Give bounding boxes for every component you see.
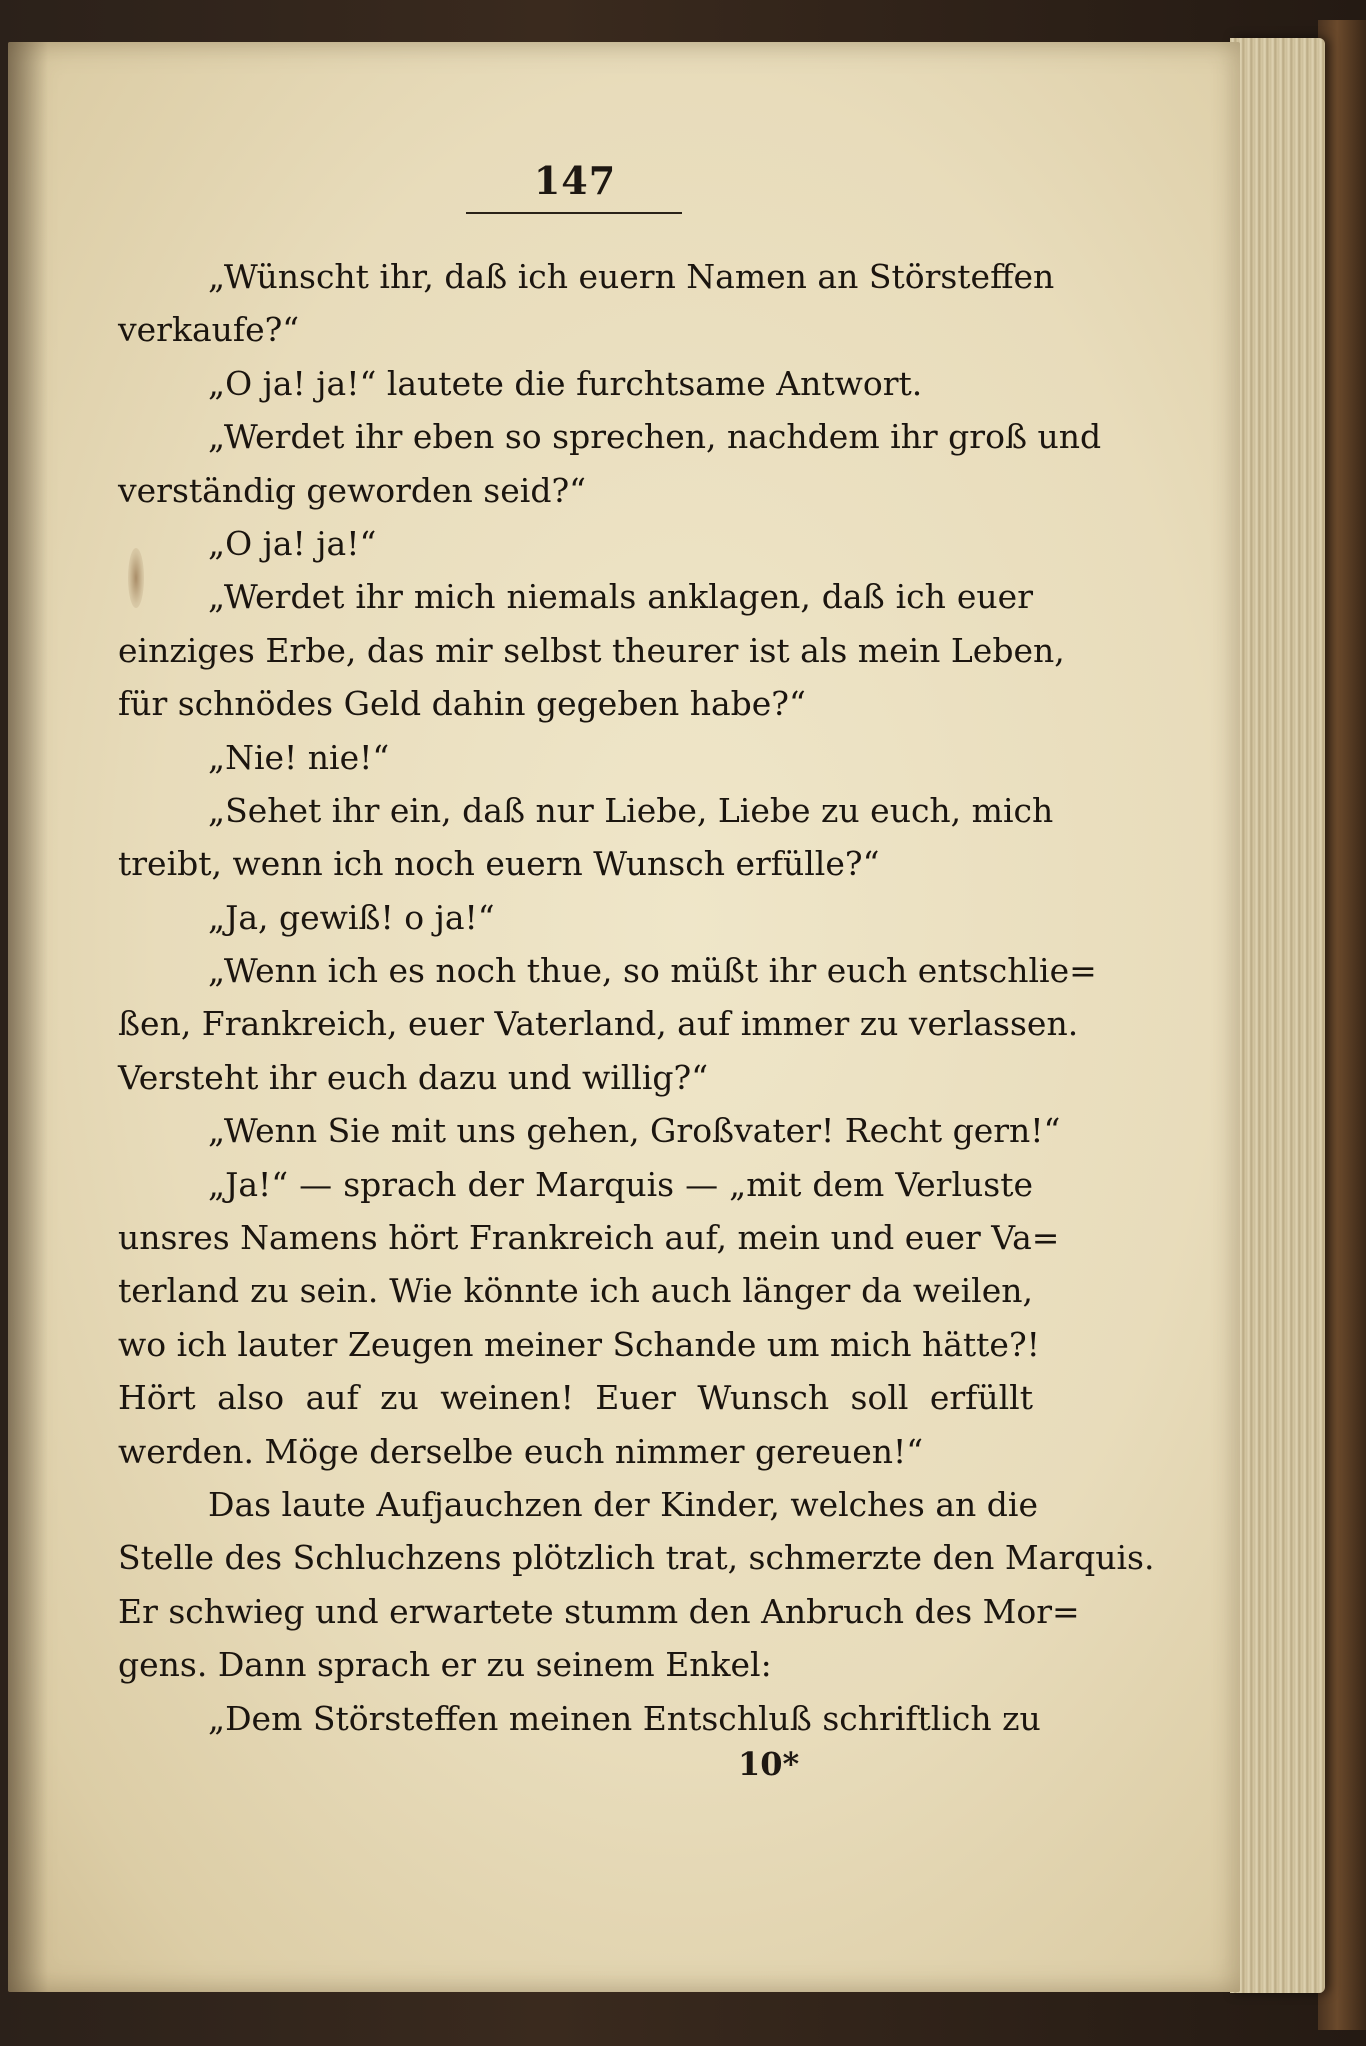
- book-board-edge: [1318, 20, 1366, 2030]
- text-line: für schnödes Geld dahin gegeben habe?“: [118, 684, 806, 724]
- text-line: verkaufe?“: [118, 310, 300, 350]
- header-rule: [466, 212, 682, 214]
- text-line: terland zu sein. Wie könnte ich auch länger da weilen,: [118, 1271, 1033, 1311]
- text-line: „Ja, gewiß! o ja!“: [208, 897, 495, 937]
- text-line: „Dem Störsteffen meinen Entschluß schriftlich zu: [208, 1698, 1041, 1738]
- text-line: treibt, wenn ich noch euern Wunsch erfülle?“: [118, 844, 880, 884]
- text-line: Stelle des Schluchzens plötzlich trat, schmerzte den Marquis.: [118, 1538, 1155, 1578]
- text-line: gens. Dann sprach er zu seinem Enkel:: [118, 1645, 772, 1685]
- text-line: Hört also auf zu weinen! Euer Wunsch soll erfüllt: [118, 1378, 1033, 1418]
- signature-mark: 10*: [738, 1745, 800, 1783]
- text-line: „Werdet ihr mich niemals anklagen, daß ich euer: [208, 577, 1033, 617]
- text-line: „O ja! ja!“ lautete die furchtsame Antwort.: [208, 363, 923, 403]
- text-line: „Wenn ich es noch thue, so müßt ihr euch entschlie=: [208, 951, 1097, 991]
- body-text: [118, 250, 1155, 1745]
- text-line: wo ich lauter Zeugen meiner Schande um mich hätte?!: [118, 1324, 1040, 1364]
- text-line: „Wenn Sie mit uns gehen, Großvater! Recht gern!“: [208, 1111, 1061, 1151]
- text-line: Er schwieg und erwartete stumm den Anbruch des Mor=: [118, 1591, 1080, 1631]
- text-line: Das laute Aufjauchzen der Kinder, welches an die: [208, 1484, 1038, 1524]
- page-number: 147: [533, 158, 617, 203]
- text-line: unsres Namens hört Frankreich auf, mein und euer Va=: [118, 1218, 1060, 1258]
- page-stack-edges: [1230, 38, 1325, 1993]
- page-gutter-shadow: [8, 42, 48, 1992]
- text-line: „Sehet ihr ein, daß nur Liebe, Liebe zu euch, mich: [208, 790, 1054, 830]
- text-line: einziges Erbe, das mir selbst theurer ist als mein Leben,: [118, 630, 1065, 670]
- text-line: verständig geworden seid?“: [118, 470, 587, 510]
- text-line: „Ja!“ — sprach der Marquis — „mit dem Verluste: [208, 1164, 1033, 1204]
- text-line: Versteht ihr euch dazu und willig?“: [118, 1057, 709, 1097]
- text-line: „Nie! nie!“: [208, 737, 390, 777]
- text-line: „O ja! ja!“: [208, 523, 377, 563]
- text-line: ßen, Frankreich, euer Vaterland, auf immer zu verlassen.: [118, 1004, 1079, 1044]
- text-line: „Wünscht ihr, daß ich euern Namen an Störsteffen: [208, 257, 1055, 296]
- text-line: werden. Möge derselbe euch nimmer gereuen!“: [118, 1431, 924, 1471]
- text-line: „Werdet ihr eben so sprechen, nachdem ihr groß und: [208, 417, 1102, 457]
